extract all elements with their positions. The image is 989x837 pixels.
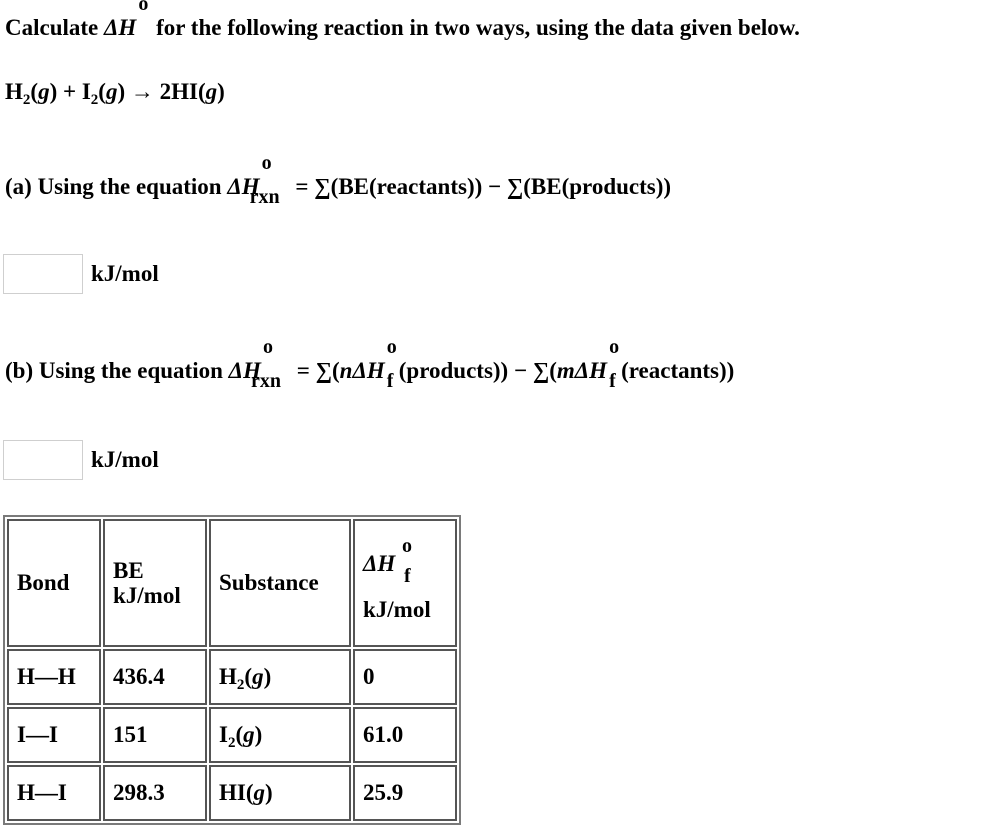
part-b-answer-row xyxy=(3,440,159,480)
part-b-delta-h: ΔH xyxy=(228,358,261,383)
table-row xyxy=(7,707,457,763)
header-bond: Bond xyxy=(7,519,101,647)
cell-substance: $H_2(g)$ xyxy=(209,649,351,705)
cell-substance: HI(g) xyxy=(209,765,351,821)
part-b-rxn: rxn xyxy=(250,370,281,392)
cell-hf: 61.0 xyxy=(353,707,457,763)
header-hf-degree: o xyxy=(402,535,412,558)
part-b-eq-end: (reactants)) xyxy=(621,358,735,383)
reaction-h: H xyxy=(5,79,23,104)
cell-be: 151 xyxy=(103,707,207,763)
part-b-eq-f2-degree: o xyxy=(609,336,620,358)
part-a-answer-row xyxy=(3,254,159,294)
part-a-question xyxy=(5,152,672,208)
question-prompt xyxy=(5,0,800,40)
part-b-eq-f2 xyxy=(607,336,621,392)
part-b-eq-dh2: ΔH xyxy=(574,358,608,383)
header-be-label: BE xyxy=(113,557,144,583)
header-substance: Substance xyxy=(209,519,351,647)
reaction-part2: (g) → 2HI(g) xyxy=(98,79,225,104)
cell-hf: 0 xyxy=(353,649,457,705)
cell-be: 436.4 xyxy=(103,649,207,705)
part-b-answer-input[interactable] xyxy=(3,440,83,480)
reaction-h-sub: 2 xyxy=(22,92,31,108)
cell-hf: 25.9 xyxy=(353,765,457,821)
part-a-scripts xyxy=(249,152,290,208)
prompt-rest: for the following reaction in two ways, using the data given below. xyxy=(156,15,800,40)
prompt-delta-h: ΔH xyxy=(104,15,137,40)
cell-bond: H—I xyxy=(7,765,101,821)
cell-be: 298.3 xyxy=(103,765,207,821)
part-b-degree: o xyxy=(262,336,273,358)
part-b-eq-mid: (products)) − ∑(m xyxy=(398,358,575,383)
part-a-answer-input[interactable] xyxy=(3,254,83,294)
data-table xyxy=(3,515,461,825)
part-b-question xyxy=(5,336,735,392)
header-hf-symbol xyxy=(363,535,412,588)
reaction-part1: (g) + I xyxy=(30,79,91,104)
part-b-eq-dh1: ΔH xyxy=(352,358,385,383)
table-header-row xyxy=(7,519,457,647)
part-a-degree: o xyxy=(261,152,272,174)
part-a-unit: kJ/mol xyxy=(91,261,159,286)
header-hf-sub: f xyxy=(404,565,411,588)
cell-bond: I—I xyxy=(7,707,101,763)
table-row xyxy=(7,649,457,705)
table-row xyxy=(7,765,457,821)
part-a-label: (a) Using the equation xyxy=(5,174,228,199)
prompt-degree xyxy=(136,0,150,35)
part-b-eq-f1-sub: f xyxy=(386,370,394,392)
cell-bond: H—H xyxy=(7,649,101,705)
part-b-scripts xyxy=(250,336,291,392)
header-be-unit: kJ/mol xyxy=(113,583,181,608)
part-a-equation: = ∑(BE(reactants)) − ∑(BE(products)) xyxy=(295,174,672,199)
part-b-eq-f2-sub: f xyxy=(609,370,616,392)
part-b-eq-f1 xyxy=(385,336,399,392)
reaction-i-sub: 2 xyxy=(90,92,99,108)
reaction-g3-italic: g xyxy=(205,79,218,104)
part-a-delta-h: ΔH xyxy=(227,174,260,199)
header-hf-unit: kJ/mol xyxy=(363,597,431,623)
reaction-g2-italic: g xyxy=(105,79,118,104)
cell-substance: $I_2(g)$ xyxy=(209,707,351,763)
header-hf xyxy=(353,519,457,647)
part-a-rxn: rxn xyxy=(249,186,280,208)
part-b-label: (b) Using the equation xyxy=(5,358,229,383)
reaction-g1-italic: g xyxy=(38,79,50,104)
prompt-calculate: Calculate xyxy=(5,15,99,40)
part-b-unit: kJ/mol xyxy=(91,447,159,472)
header-hf-delta-h: ΔH xyxy=(363,551,396,577)
reaction-equation xyxy=(5,79,225,108)
prompt-degree-mark: o xyxy=(138,0,149,15)
part-b-eq-f1-degree: o xyxy=(386,336,397,358)
part-b-eq-start: = ∑(n xyxy=(296,358,353,383)
header-be xyxy=(103,519,207,647)
